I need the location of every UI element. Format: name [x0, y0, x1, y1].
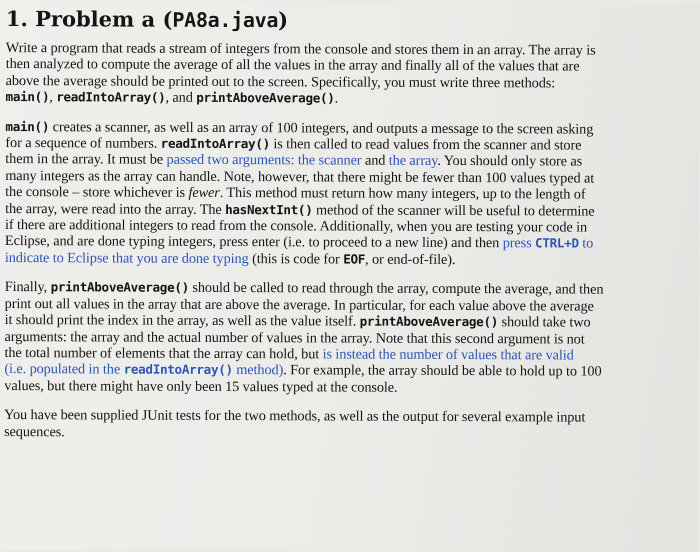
main-text: creates a scanner, as well as an array of 100 integers, and outputs a message to the screen asking: [49, 118, 594, 138]
pa-text: the total number of elements that the array can hold, but: [4, 344, 323, 363]
pa-text: it should print the index in the array, as well as the value itself.: [4, 312, 360, 330]
main-text: for a sequence of numbers.: [5, 135, 161, 152]
pa-text: Finally,: [4, 279, 51, 296]
overview-line-3: above the average should be printed out to the screen. Specifically, you must write three methods:: [5, 72, 556, 92]
highlight-text: the array: [388, 153, 438, 170]
main-text: them in the array. It must be: [5, 151, 167, 169]
main-text: the array, were read into the array. The: [5, 200, 226, 218]
main-line-9: [5, 250, 685, 269]
title-filename: PA8a.java: [172, 7, 279, 33]
method-printaboveaverage: printAboveAverage(): [196, 90, 335, 106]
pa-line-4: arguments: the array and the actual number of values in the array. Note that this second argument is not: [4, 328, 585, 348]
method-readintoarray: readIntoArray(): [56, 89, 166, 105]
method-readintoarray: readIntoArray(): [160, 135, 270, 152]
junit-line-2: sequences.: [4, 423, 65, 440]
paragraph-print-above-average: [4, 279, 684, 397]
method-printaboveaverage: printAboveAverage(): [50, 279, 189, 296]
main-text: the console – store whichever is: [5, 184, 189, 202]
main-text: , or end-of-file).: [365, 251, 456, 268]
junit-line-1: You have been supplied JUnit tests for the two methods, as well as the output for several example input: [4, 407, 586, 426]
overview-text: , and: [165, 89, 197, 107]
pa-text: should take two: [498, 314, 591, 331]
main-line-7: if there are additional integers to read from the console. Additionally, when you are testing your code in: [4, 217, 588, 236]
highlight-text: to: [578, 235, 594, 253]
method-readintoarray: readIntoArray(): [123, 361, 233, 378]
highlight-text: press: [502, 235, 536, 252]
main-text: . You should only store as: [437, 153, 583, 170]
eof-code: EOF: [343, 251, 366, 267]
pa-text: should be called to read through the array, compute the average, and then: [188, 280, 604, 298]
main-text: (this is code for: [248, 250, 344, 268]
method-main: main(): [5, 89, 50, 105]
paragraph-main-method: [5, 119, 686, 270]
key-combo: CTRL+D: [535, 235, 579, 251]
highlight-text: passed two arguments: the scanner: [166, 152, 362, 170]
main-text: Eclipse, and are done typing integers, press enter (i.e. to proceed to a new line) and then: [4, 233, 503, 252]
problem-title: [6, 6, 686, 35]
paragraph-junit: [4, 407, 684, 443]
highlight-text: method): [232, 362, 284, 379]
title-prefix: 1. Problem a (: [5, 6, 173, 32]
overview-line-4: [6, 89, 686, 108]
pa-line-7: values, but there might have only been 15 values typed at the console.: [4, 377, 398, 396]
highlight-text: indicate to Eclipse that you are done typing: [4, 249, 249, 267]
overview-line-2: then analyzed to compute the average of all the values in the array and finally all of the values that are: [5, 56, 580, 75]
method-hasnextint: hasNextInt(): [225, 201, 313, 218]
main-text: method of the scanner will be useful to determine: [312, 202, 595, 220]
emphasis-text: fewer: [188, 185, 220, 202]
title-suffix: ): [278, 7, 289, 33]
pa-line-2: print out all values in the array that are above the average. In particular, for each value above the average: [4, 295, 594, 315]
pa-text: . For example, the array should be able to hold up to 100: [283, 362, 602, 380]
main-line-4: many integers as the array can handle. Note, however, that there might be fewer than 100 values typed at: [5, 167, 595, 187]
main-text: and: [361, 153, 389, 170]
overview-text: .: [334, 90, 339, 107]
overview-text: ,: [49, 89, 57, 106]
main-text: is then called to read values from the scanner and store: [269, 136, 582, 154]
main-text: . This method must return how many integers, up to the length of: [219, 185, 586, 203]
highlight-text: (i.e. populated in the: [4, 361, 124, 378]
highlight-text: is instead the number of values that are valid: [322, 346, 574, 364]
method-printaboveaverage: printAboveAverage(): [359, 313, 499, 330]
overview-line-1: Write a program that reads a stream of integers from the console and stores them in an array. The array is: [5, 40, 596, 59]
method-main: main(): [5, 118, 50, 134]
paragraph-overview: [6, 40, 686, 109]
